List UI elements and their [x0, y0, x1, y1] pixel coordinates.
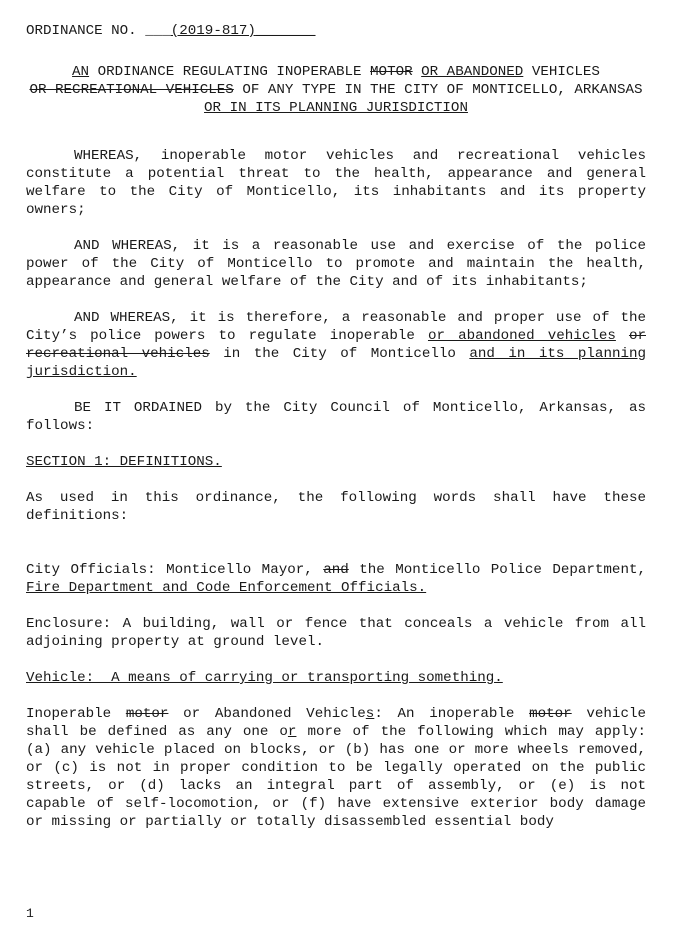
ordinance-title: AN ORDINANCE REGULATING INOPERABLE MOTOR OR ABANDONED VEHICLES OR RECREATIONAL VEHICLES OF ANY TYPE IN THE CITY OF MONTICELLO, ARKANSAS OR IN ITS PLANNING JURISDICTION: [29, 64, 643, 116]
planning-jurisdiction-underlined: and in its planning jurisdiction.: [26, 346, 647, 380]
definition-enclosure: Enclosure: A building, wall or fence that conceals a vehicle from all adjoining property at ground level.: [26, 616, 646, 650]
fire-dept-underlined: Fire Department and Code Enforcement Officials.: [26, 580, 427, 596]
document-page: [26, 22, 646, 831]
motor-struck-2: motor: [529, 706, 572, 722]
or-abandoned-vehicles-underlined: or abandoned vehicles: [427, 328, 616, 344]
whereas-paragraph-2: AND WHEREAS, it is a reasonable use and exercise of the police power of the City of Monticello to promote and maintain the health, appearance and general welfare of the City and of its inhabitants;: [26, 238, 646, 290]
whereas-paragraph-1: WHEREAS, inoperable motor vehicles and recreational vehicles constitute a potential threat to the health, appearance and general welfare to the City of Monticello, its inhabitants and its property owners;: [26, 148, 646, 218]
title-an: AN: [72, 64, 90, 80]
section-1-heading: SECTION 1: DEFINITIONS.: [26, 454, 222, 470]
page-number: 1: [26, 906, 34, 921]
ordinance-number-line: ORDINANCE NO. ___(2019-817)_______: [26, 23, 316, 39]
ordinance-label: ORDINANCE NO.: [26, 23, 137, 39]
definition-inoperable: Inoperable motor or Abandoned Vehicles: An inoperable motor vehicle shall be defined as any one or more of the following which may apply: (a) any vehicle placed on blocks, or (b) has one or more wheels removed, or (c) is not in proper condition to be legally operated on the public streets, or (d) lacks an integral part of assembly, or (e) is not capable of self-locomotion, or (f) have extensive exterior body damage or missing or partially or totally disassembled essential body: [26, 706, 646, 830]
title-or-abandoned: OR ABANDONED: [421, 64, 524, 80]
ordained-paragraph: BE IT ORDAINED by the City Council of Monticello, Arkansas, as follows:: [26, 400, 646, 434]
title-recreational-struck: OR RECREATIONAL VEHICLES: [29, 82, 234, 98]
definition-vehicle: Vehicle: A means of carrying or transporting something.: [26, 670, 503, 686]
ordinance-number: (2019-817): [170, 23, 256, 39]
title-planning-jurisdiction: OR IN ITS PLANNING JURISDICTION: [204, 100, 468, 116]
recreational-vehicles-struck: or recreational vehicles: [26, 328, 646, 362]
title-motor-struck: MOTOR: [370, 64, 413, 80]
motor-struck-1: motor: [125, 706, 169, 722]
and-struck: and: [323, 562, 349, 578]
definition-city-officials: City Officials: Monticello Mayor, and the Monticello Police Department, Fire Department and Code Enforcement Officials.: [26, 562, 646, 596]
definitions-intro: As used in this ordinance, the following words shall have these definitions:: [26, 490, 646, 524]
r-underlined: r: [287, 724, 297, 740]
whereas-paragraph-3: AND WHEREAS, it is therefore, a reasonable and proper use of the City’s police powers to regulate inoperable or abandoned vehicles or recreational vehicles in the City of Monticello and in its planning jurisdiction.: [26, 310, 647, 380]
s-underlined: s: [365, 706, 375, 722]
